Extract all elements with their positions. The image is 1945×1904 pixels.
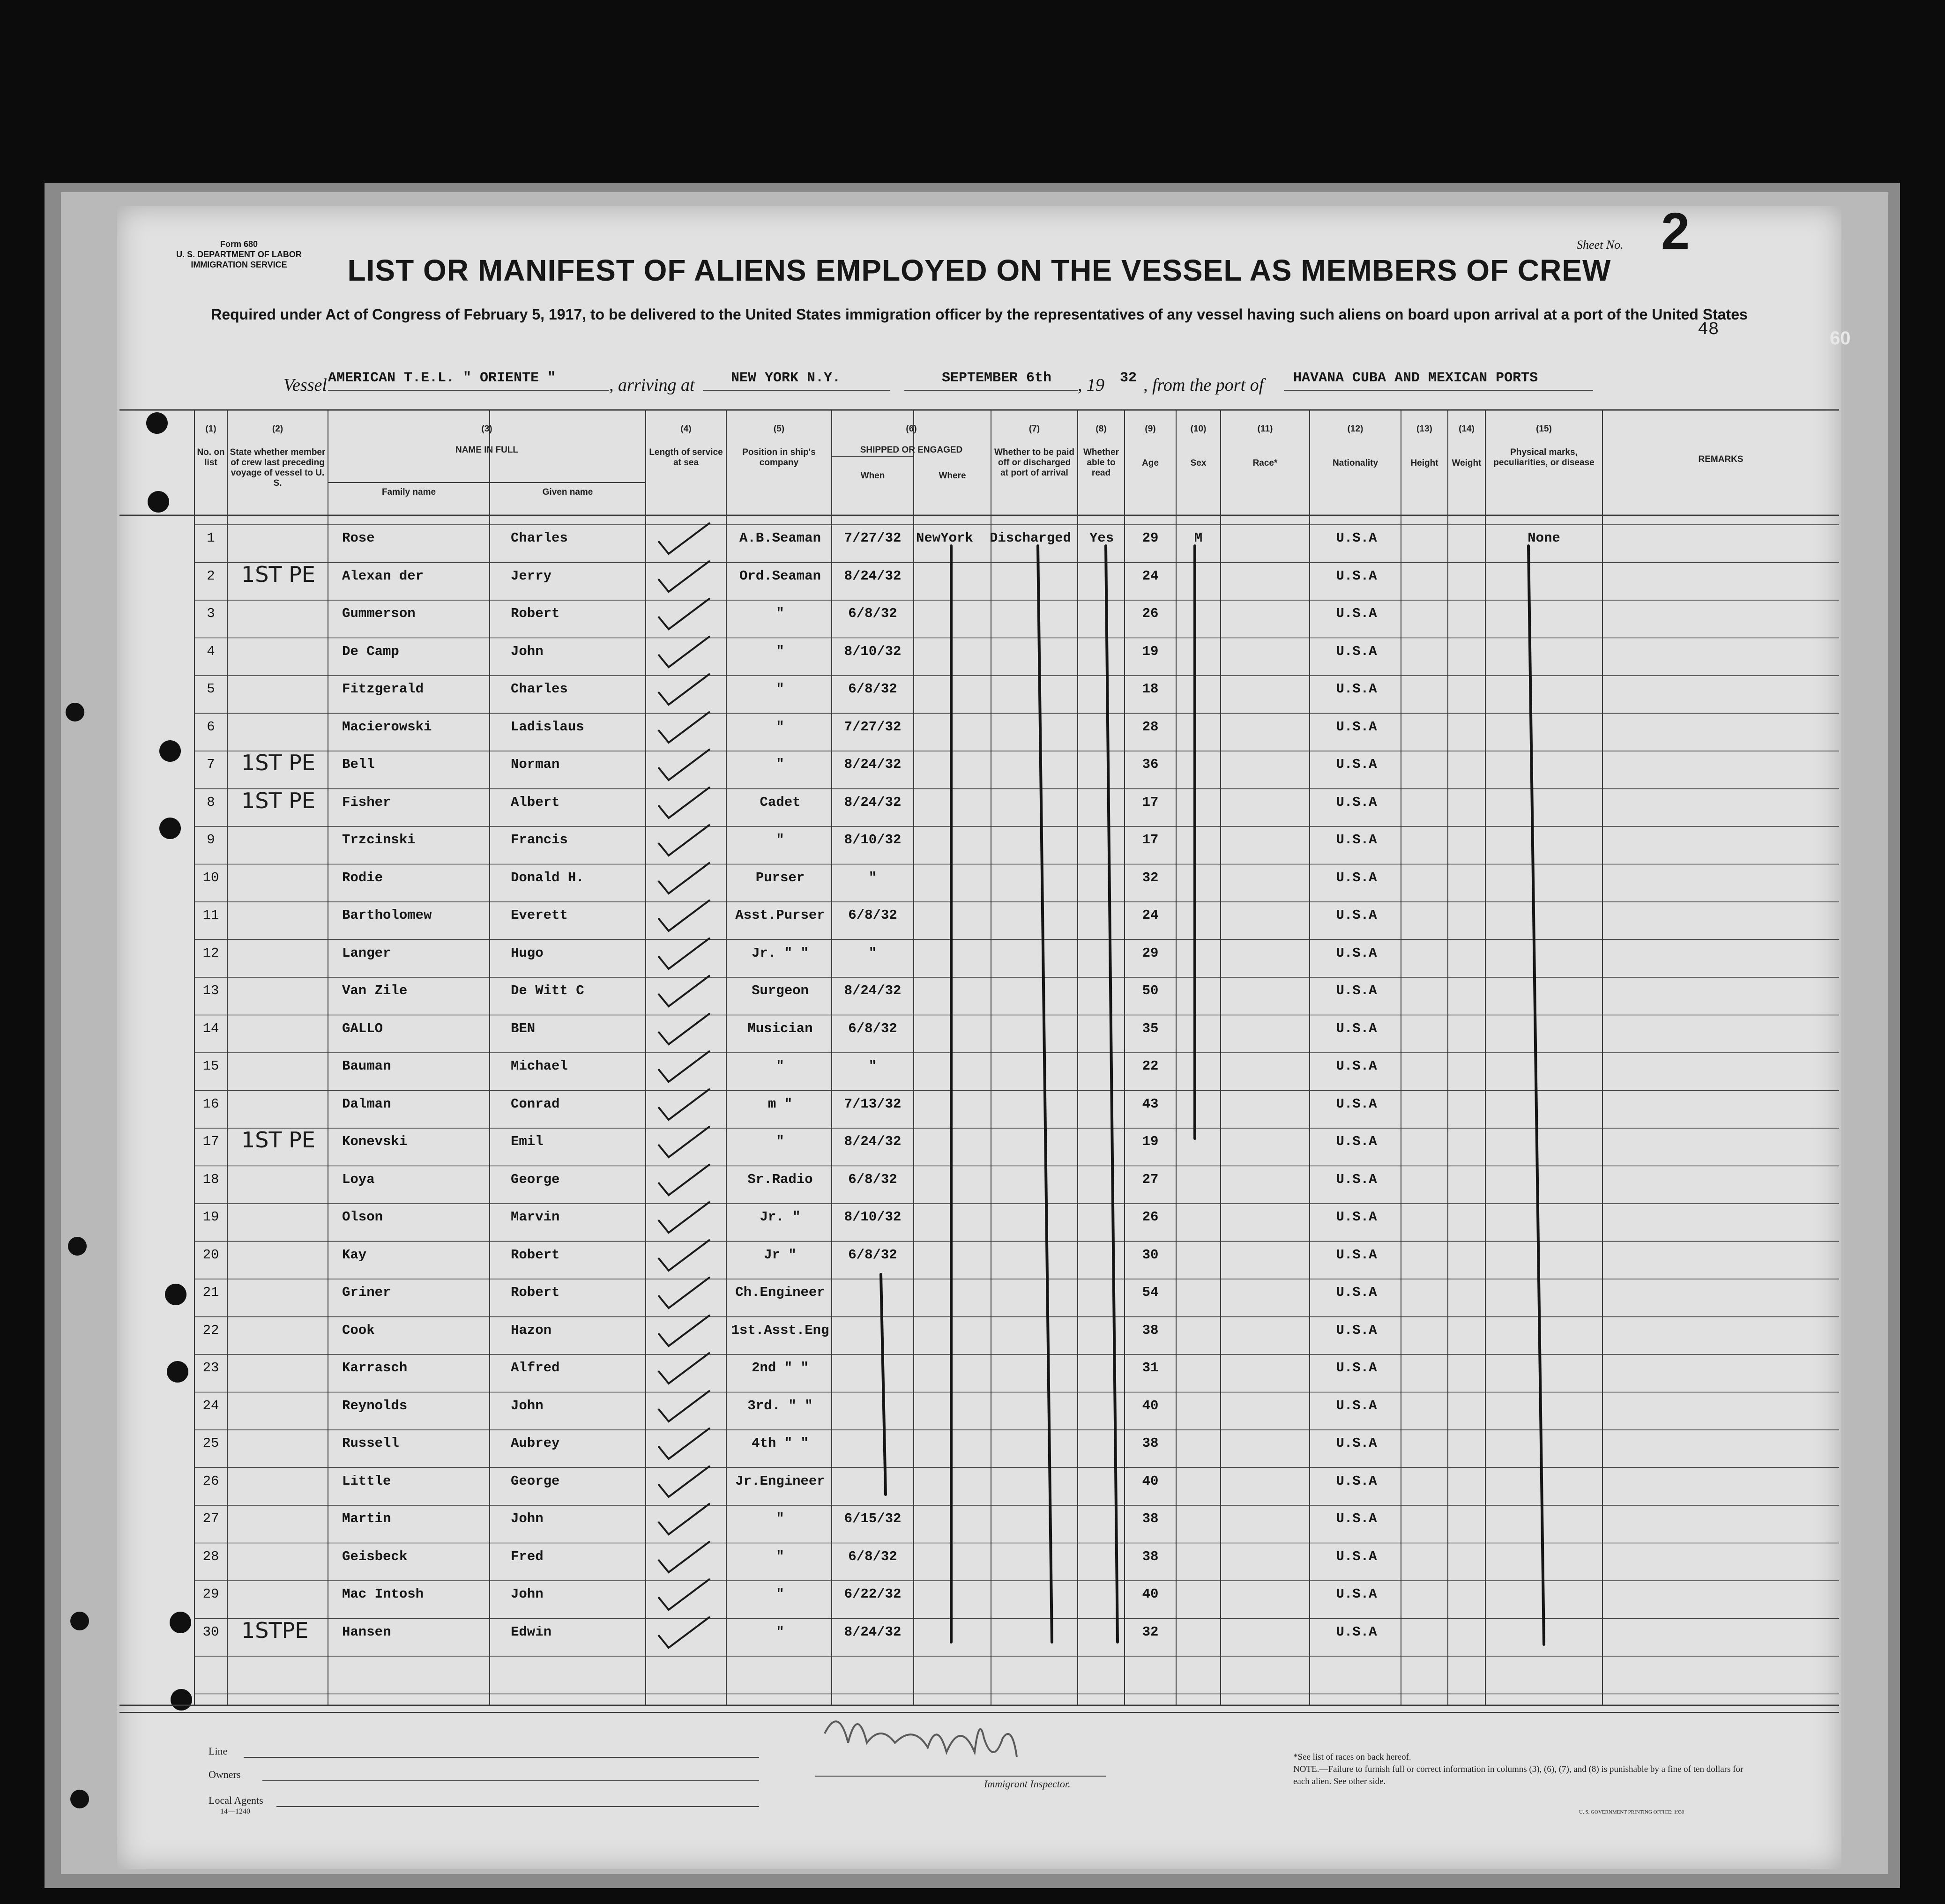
position: Purser [755,870,805,885]
row-number: 29 [202,1586,219,1602]
shipped-when: 6/8/32 [848,681,897,697]
sex: M [1194,530,1203,546]
nationality: U.S.A [1336,1548,1377,1564]
inspector-label: Immigrant Inspector. [984,1778,1071,1790]
row-number: 10 [202,870,219,885]
col-previous-voyage-number: (2) [272,424,283,434]
family-name: Russell [342,1435,399,1451]
row-number: 6 [207,719,215,735]
family-name: GALLO [342,1020,383,1036]
nationality: U.S.A [1336,1134,1377,1149]
position: A.B.Seaman [739,530,821,546]
row-number: 17 [202,1134,219,1149]
family-name: Fisher [342,794,391,810]
family-name: Alexan der [342,568,424,584]
row-number: 21 [202,1285,219,1300]
given-name: Norman [511,757,560,772]
shipped-when: 7/27/32 [844,530,902,546]
position: Sr.Radio [747,1171,813,1187]
nationality: U.S.A [1336,719,1377,735]
position: Jr. " " [752,945,809,961]
position: " [776,1586,784,1602]
col-name-in-full-number: (3) [481,424,492,434]
shipped-when: 8/24/32 [844,1624,902,1640]
col-name-in-full-label: NAME IN FULL [455,445,519,455]
position: Jr.Engineer [735,1473,825,1489]
col-age-number: (9) [1145,424,1156,434]
ditto-line-paid [1038,546,1052,1642]
given-name: Robert [511,606,560,621]
col-height-number: (13) [1416,424,1432,434]
row-number: 23 [202,1360,219,1376]
age: 40 [1142,1473,1159,1489]
family-name: Fitzgerald [342,681,424,697]
footer-agents-label: Local Agents [209,1794,263,1806]
position: m " [768,1096,793,1112]
family-name: Karrasch [342,1360,408,1376]
age: 29 [1142,945,1159,961]
col-given-name-label: Given name [542,487,593,497]
nationality: U.S.A [1336,1511,1377,1526]
ditto-line-marks [1528,546,1544,1644]
able-to-read: Yes [1089,530,1114,546]
shipped-when: " [868,870,877,885]
position: 1st.Asst.Eng [731,1322,829,1338]
col-weight-number: (14) [1459,424,1475,434]
col-paid-off-number: (7) [1028,424,1040,434]
previous-voyage-note: 1ST PE [241,788,315,813]
col-shipped-engaged-label: SHIPPED OR ENGAGED [860,445,963,455]
nationality: U.S.A [1336,907,1377,923]
family-name: Bartholomew [342,907,432,923]
age: 28 [1142,719,1159,735]
from-label: , from the port of [1143,375,1264,395]
nationality: U.S.A [1336,1171,1377,1187]
footer-owners-underline [262,1780,759,1781]
col-position-number: (5) [773,424,785,434]
col-race-number: (11) [1257,424,1273,434]
footer-agents-underline [276,1806,759,1807]
year-value: 32 [1120,370,1137,386]
nationality: U.S.A [1336,870,1377,885]
given-name: Alfred [511,1360,560,1376]
given-name: John [511,1586,544,1602]
sheet-label: Sheet No. [1577,238,1624,252]
family-name: Bauman [342,1058,391,1074]
footer-line-label: Line [209,1745,228,1757]
ditto-line-read [1106,546,1118,1642]
nationality: U.S.A [1336,1398,1377,1413]
col-when-label: When [860,471,885,481]
family-name: Loya [342,1171,375,1187]
row-number: 27 [202,1511,219,1526]
year-label: , 19 [1078,375,1104,395]
given-name: Robert [511,1285,560,1300]
page-subtitle: Required under Act of Congress of February 5, 1917, to be delivered to the United States immigration officer by the representatives of any vessel having such aliens on board upon arrival at a port of the United States [211,306,1748,323]
family-name: Konevski [342,1134,408,1149]
shipped-when: 7/13/32 [844,1096,902,1112]
page-title: LIST OR MANIFEST OF ALIENS EMPLOYED ON THE VESSEL AS MEMBERS OF CREW [347,253,1611,287]
family-name: Kay [342,1247,367,1263]
family-name: Langer [342,945,391,961]
col-sex-label: Sex [1190,458,1207,468]
shipped-when: 8/10/32 [844,832,902,848]
age: 17 [1142,794,1159,810]
age: 31 [1142,1360,1159,1376]
age: 40 [1142,1586,1159,1602]
shipped-when: 6/22/32 [844,1586,902,1602]
from-value: HAVANA CUBA AND MEXICAN PORTS [1293,370,1538,386]
position: " [776,1134,784,1149]
shipped-when: 8/24/32 [844,794,902,810]
family-name: Dalman [342,1096,391,1112]
given-name: Donald H. [511,870,584,885]
family-name: Bell [342,757,375,772]
col-physical-marks-label: Physical marks, peculiarities, or disease [1493,447,1595,468]
footer-owners-label: Owners [209,1769,241,1780]
given-name: John [511,643,544,659]
nationality: U.S.A [1336,1247,1377,1263]
given-name: BEN [511,1020,536,1036]
vessel-label: Vessel [283,375,327,395]
shipped-when: 6/8/32 [848,907,897,923]
row-number: 11 [202,907,219,923]
family-name: Olson [342,1209,383,1225]
given-name: Charles [511,681,568,697]
shipped-when: 8/24/32 [844,983,902,998]
row-number: 24 [202,1398,219,1413]
col-race-label: Race* [1252,458,1278,468]
age: 19 [1142,1134,1159,1149]
age: 38 [1142,1435,1159,1451]
family-name: Cook [342,1322,375,1338]
family-name: Geisbeck [342,1548,408,1564]
paid-off-status: Discharged [990,530,1072,546]
given-name: Everett [511,907,568,923]
shipped-when: 8/24/32 [844,757,902,772]
family-name: Mac Intosh [342,1586,424,1602]
col-sex-number: (10) [1190,424,1207,434]
row-number: 9 [207,832,215,848]
age: 54 [1142,1285,1159,1300]
family-name: Macierowski [342,719,432,735]
previous-voyage-note: 1ST PE [241,561,315,587]
row-number: 1 [207,530,215,546]
col-nationality-label: Nationality [1332,458,1379,468]
age: 24 [1142,568,1159,584]
row-number: 7 [207,757,215,772]
nationality: U.S.A [1336,643,1377,659]
nationality: U.S.A [1336,757,1377,772]
age: 35 [1142,1020,1159,1036]
position: Ord.Seaman [739,568,821,584]
position: " [776,832,784,848]
row-number: 16 [202,1096,219,1112]
nationality: U.S.A [1336,1435,1377,1451]
sheet-number: 2 [1661,202,1690,260]
row-number: 19 [202,1209,219,1225]
margin-number-outer: 60 [1830,328,1851,349]
shipped-when: 6/8/32 [848,1247,897,1263]
row-number: 25 [202,1435,219,1451]
row-number: 14 [202,1020,219,1036]
signature-underline [815,1776,1106,1777]
nationality: U.S.A [1336,945,1377,961]
family-name: Martin [342,1511,391,1526]
age: 38 [1142,1322,1159,1338]
family-name: De Camp [342,643,399,659]
age: 32 [1142,1624,1159,1640]
position: Asst.Purser [735,907,825,923]
date-value: SEPTEMBER 6th [942,370,1052,386]
col-age-label: Age [1142,458,1159,468]
shipped-when: 6/8/32 [848,1020,897,1036]
given-name: Hugo [511,945,544,961]
nationality: U.S.A [1336,606,1377,621]
age: 36 [1142,757,1159,772]
row-number: 3 [207,606,215,621]
previous-voyage-note: 1STPE [241,1617,309,1643]
family-name: Rodie [342,870,383,885]
row-number: 12 [202,945,219,961]
family-name: Reynolds [342,1398,408,1413]
given-name: George [511,1171,560,1187]
position: " [776,681,784,697]
shipped-when: " [868,945,877,961]
position: " [776,1511,784,1526]
col-height-label: Height [1410,458,1438,468]
age: 38 [1142,1511,1159,1526]
nationality: U.S.A [1336,1624,1377,1640]
age: 50 [1142,983,1159,998]
row-number: 18 [202,1171,219,1187]
given-name: Francis [511,832,568,848]
shipped-when: " [868,1058,877,1074]
family-name: Van Zile [342,983,408,998]
col-position-label: Position in ship's company [742,447,816,468]
age: 26 [1142,606,1159,621]
col-able-to-read-label: Whether able to read [1083,447,1119,478]
family-name: Little [342,1473,391,1489]
physical-marks: None [1528,530,1560,546]
shipped-when: 6/8/32 [848,1171,897,1187]
age: 32 [1142,870,1159,885]
nationality: U.S.A [1336,983,1377,998]
position: 4th " " [752,1435,809,1451]
col-no-on-list-label: No. on list [197,447,225,468]
age: 22 [1142,1058,1159,1074]
family-name: Rose [342,530,375,546]
printing-office: U. S. GOVERNMENT PRINTING OFFICE: 1930 [1579,1809,1684,1815]
given-name: Hazon [511,1322,552,1338]
age: 38 [1142,1548,1159,1564]
col-physical-marks-number: (15) [1536,424,1552,434]
age: 40 [1142,1398,1159,1413]
given-name: Michael [511,1058,568,1074]
position: " [776,757,784,772]
age: 43 [1142,1096,1159,1112]
row-number: 15 [202,1058,219,1074]
row-number: 20 [202,1247,219,1263]
shipped-where: NewYork [916,530,973,546]
given-name: George [511,1473,560,1489]
col-previous-voyage-label: State whether member of crew last preceding voyage of vessel to U. S. [230,447,326,488]
row-number: 4 [207,643,215,659]
form-number: Form 680 U. S. DEPARTMENT OF LABOR IMMIGRATION SERVICE [176,239,302,269]
age: 19 [1142,643,1159,659]
given-name: Conrad [511,1096,560,1112]
given-name: Albert [511,794,560,810]
age: 17 [1142,832,1159,848]
nationality: U.S.A [1336,1058,1377,1074]
row-number: 22 [202,1322,219,1338]
position: " [776,1058,784,1074]
nationality: U.S.A [1336,530,1377,546]
given-name: Aubrey [511,1435,560,1451]
nationality: U.S.A [1336,1020,1377,1036]
position: " [776,643,784,659]
nationality: U.S.A [1336,1360,1377,1376]
note-races: *See list of races on back hereof. [1293,1752,1411,1762]
nationality: U.S.A [1336,1473,1377,1489]
shipped-when: 6/15/32 [844,1511,902,1526]
nationality: U.S.A [1336,1209,1377,1225]
row-number: 13 [202,983,219,998]
nationality: U.S.A [1336,1096,1377,1112]
nationality: U.S.A [1336,1586,1377,1602]
given-name: John [511,1398,544,1413]
col-family-name-label: Family name [381,487,436,497]
age: 26 [1142,1209,1159,1225]
col-remarks-label: REMARKS [1698,454,1744,464]
given-name: Robert [511,1247,560,1263]
position: " [776,719,784,735]
col-length-of-service-label: Length of service at sea [649,447,723,468]
note-fine: NOTE.—Failure to furnish full or correct information in columns (3), (6), (7), and (8) is punishable by a fine of ten dollars for each alien. See other side. [1293,1764,1744,1786]
family-name: Griner [342,1285,391,1300]
footer-agents-code: 14—1240 [220,1807,250,1815]
nationality: U.S.A [1336,794,1377,810]
age: 27 [1142,1171,1159,1187]
position: Surgeon [752,983,809,998]
position: " [776,1624,784,1640]
position: 2nd " " [752,1360,809,1376]
row-number: 2 [207,568,215,584]
given-name: John [511,1511,544,1526]
arriving-label: , arriving at [609,375,695,395]
position: Musician [747,1020,813,1036]
age: 24 [1142,907,1159,923]
family-name: Trzcinski [342,832,416,848]
position: " [776,606,784,621]
family-name: Hansen [342,1624,391,1640]
previous-voyage-note: 1ST PE [241,1127,315,1153]
nationality: U.S.A [1336,832,1377,848]
given-name: Marvin [511,1209,560,1225]
given-name: Charles [511,530,568,546]
row-number: 5 [207,681,215,697]
age: 18 [1142,681,1159,697]
age: 30 [1142,1247,1159,1263]
row-number: 30 [202,1624,219,1640]
position: Jr. " [760,1209,801,1225]
position: Jr " [764,1247,797,1263]
shipped-when: 6/8/32 [848,606,897,621]
family-name: Gummerson [342,606,416,621]
col-nationality-number: (12) [1347,424,1364,434]
nationality: U.S.A [1336,681,1377,697]
shipped-when: 8/24/32 [844,1134,902,1149]
col-paid-off-label: Whether to be paid off or discharged at port of arrival [994,447,1074,478]
shipped-when: 8/10/32 [844,1209,902,1225]
row-number: 26 [202,1473,219,1489]
ditto-line-when [881,1274,886,1495]
given-name: De Witt C [511,983,584,998]
shipped-when: 7/27/32 [844,719,902,735]
previous-voyage-note: 1ST PE [241,750,315,775]
row-number: 28 [202,1548,219,1564]
footer-line-underline [244,1757,759,1758]
col-shipped-engaged-number: (6) [906,424,917,434]
shipped-when: 6/8/32 [848,1548,897,1564]
shipped-when: 8/10/32 [844,643,902,659]
given-name: Jerry [511,568,552,584]
vessel-value: AMERICAN T.E.L. " ORIENTE " [328,370,556,386]
col-weight-label: Weight [1452,458,1482,468]
arriving-value: NEW YORK N.Y. [731,370,841,386]
given-name: Fred [511,1548,544,1564]
given-name: Ladislaus [511,719,584,735]
col-able-to-read-number: (8) [1095,424,1107,434]
position: 3rd. " " [747,1398,813,1413]
position: Cadet [760,794,801,810]
col-where-label: Where [939,471,966,481]
given-name: Edwin [511,1624,552,1640]
position: " [776,1548,784,1564]
col-length-of-service-number: (4) [680,424,692,434]
nationality: U.S.A [1336,1285,1377,1300]
position: Ch.Engineer [735,1285,825,1300]
shipped-when: 8/24/32 [844,568,902,584]
age: 29 [1142,530,1159,546]
col-no-on-list-number: (1) [205,424,216,434]
given-name: Emil [511,1134,544,1149]
row-number: 8 [207,794,215,810]
margin-number: 48 [1698,320,1719,340]
nationality: U.S.A [1336,1322,1377,1338]
nationality: U.S.A [1336,568,1377,584]
